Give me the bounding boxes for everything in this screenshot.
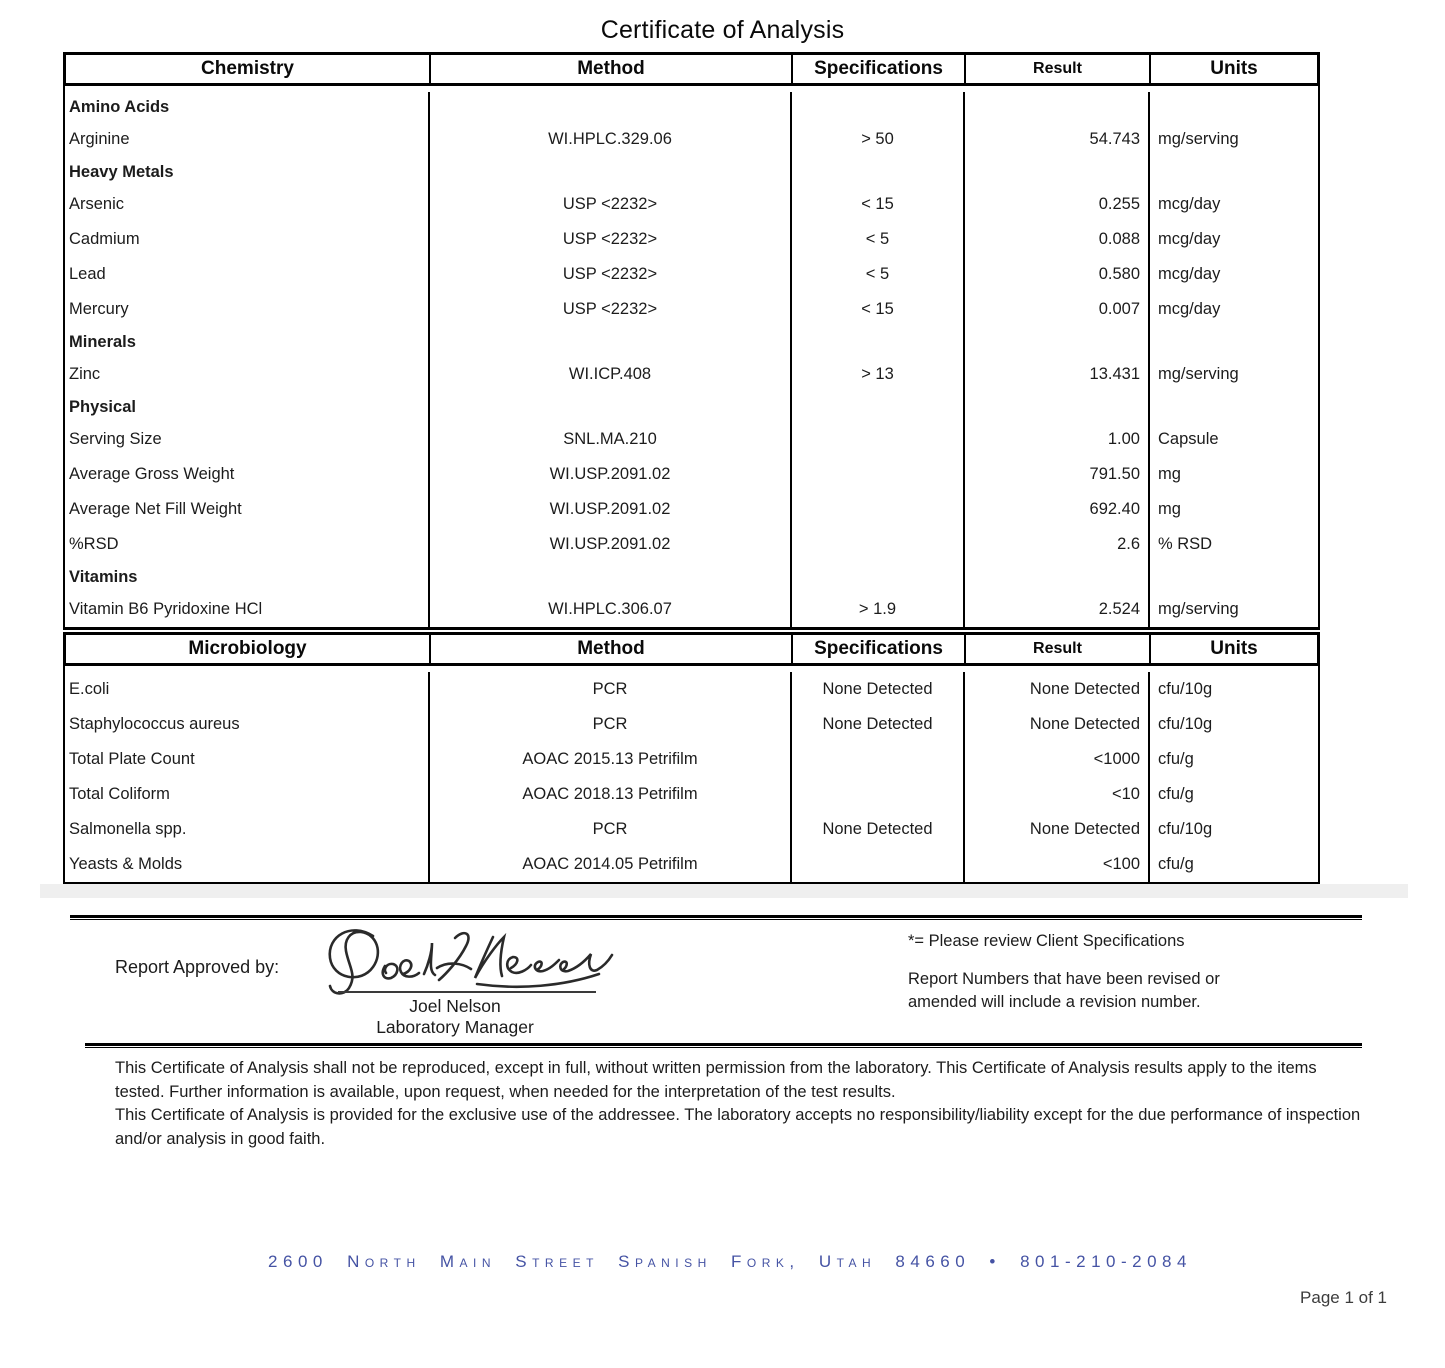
table-row (65, 222, 1318, 257)
method-value: WI.HPLC.329.06 (430, 122, 792, 157)
method-value (430, 92, 792, 122)
result-value: 0.088 (965, 222, 1150, 257)
specification-value: < 15 (792, 292, 965, 327)
result-value (965, 327, 1150, 357)
units-value: cfu/10g (1158, 820, 1213, 838)
result-value: <1000 (965, 742, 1150, 777)
units-value: % RSD (1158, 535, 1213, 553)
units-value: cfu/g (1158, 855, 1194, 873)
table-row (65, 122, 1318, 157)
units-value (1150, 157, 1318, 187)
result-value (965, 92, 1150, 122)
result-value: 0.580 (965, 257, 1150, 292)
units-value (1150, 92, 1318, 122)
microbiology-table-header (63, 632, 1320, 666)
units-value (1150, 327, 1318, 357)
analyte-name: Amino Acids (65, 92, 430, 122)
method-value: USP <2232> (430, 292, 792, 327)
analyte-name: Total Coliform (65, 777, 430, 812)
horizontal-rule-bottom (85, 1043, 1362, 1048)
method-value: USP <2232> (430, 187, 792, 222)
table-row (65, 777, 1318, 812)
units-value: mg/serving (1158, 365, 1239, 383)
report-approved-label: Report Approved by: (115, 957, 280, 977)
analyte-name: Arginine (65, 122, 430, 157)
revision-note: Report Numbers that have been revised or amended will include a revision number. (908, 970, 1220, 1011)
table-row (65, 187, 1318, 222)
header-method: Method (431, 55, 793, 83)
result-value: <10 (965, 777, 1150, 812)
method-value (430, 392, 792, 422)
analyte-name: Salmonella spp. (65, 812, 430, 847)
analyte-name: Cadmium (65, 222, 430, 257)
specification-value: < 5 (792, 257, 965, 292)
analyte-name: Mercury (65, 292, 430, 327)
specification-value (792, 457, 965, 492)
result-value: 692.40 (965, 492, 1150, 527)
specification-value: < 15 (792, 187, 965, 222)
microbiology-table (63, 632, 1320, 885)
result-value: 54.743 (965, 122, 1150, 157)
result-value: 13.431 (965, 357, 1150, 392)
page-title: Certificate of Analysis (600, 16, 845, 44)
specification-value (792, 392, 965, 422)
header-result: Result (966, 635, 1151, 663)
method-value: SNL.MA.210 (430, 422, 792, 457)
specification-value (792, 847, 965, 882)
header-chemistry: Chemistry (66, 55, 431, 83)
method-value: AOAC 2014.05 Petrifilm (430, 847, 792, 882)
result-value (965, 157, 1150, 187)
analyte-name: Physical (65, 392, 430, 422)
analyte-name: Total Plate Count (65, 742, 430, 777)
result-value (965, 392, 1150, 422)
table-row (65, 707, 1318, 742)
header-specifications: Specifications (793, 55, 966, 83)
units-value: mcg/day (1158, 230, 1221, 248)
result-value: None Detected (965, 812, 1150, 847)
chemistry-table-header (63, 52, 1320, 86)
header-units: Units (1210, 58, 1258, 79)
disclaimer-text (115, 1057, 1365, 1151)
specification-value (792, 157, 965, 187)
method-value: AOAC 2018.13 Petrifilm (430, 777, 792, 812)
lab-address: 2600 North Main Street Spanish Fork, Utah 84660 • 801-210-2084 (268, 1252, 1192, 1271)
units-value: mg/serving (1158, 600, 1239, 618)
table-row (65, 847, 1318, 882)
analyte-name: Average Gross Weight (65, 457, 430, 492)
method-value: PCR (430, 812, 792, 847)
specification-value (792, 742, 965, 777)
specification-value (792, 327, 965, 357)
table-row (65, 292, 1318, 327)
microbiology-table-body (63, 666, 1320, 885)
specification-value (792, 92, 965, 122)
method-value: USP <2232> (430, 222, 792, 257)
table-row (65, 392, 1318, 422)
specification-value (792, 777, 965, 812)
header-method: Method (431, 635, 793, 663)
specification-value: > 50 (792, 122, 965, 157)
analyte-name: Average Net Fill Weight (65, 492, 430, 527)
units-value: cfu/g (1158, 750, 1194, 768)
specification-value: < 5 (792, 222, 965, 257)
method-value: PCR (430, 672, 792, 707)
chemistry-table (63, 52, 1320, 630)
analyte-name: Minerals (65, 327, 430, 357)
specification-value (792, 562, 965, 592)
analyte-name: Staphylococcus aureus (65, 707, 430, 742)
analyte-name: Vitamins (65, 562, 430, 592)
result-value: 0.007 (965, 292, 1150, 327)
units-value: Capsule (1158, 430, 1219, 448)
specification-value (792, 422, 965, 457)
method-value: PCR (430, 707, 792, 742)
specification-value: None Detected (792, 707, 965, 742)
page-number: Page 1 of 1 (1300, 1288, 1387, 1307)
specification-value: None Detected (792, 672, 965, 707)
units-value: cfu/10g (1158, 715, 1213, 733)
approver-title: Laboratory Manager (376, 1017, 534, 1037)
method-value: WI.HPLC.306.07 (430, 592, 792, 627)
client-spec-note: *= Please review Client Specifications (908, 932, 1185, 950)
table-row (65, 562, 1318, 592)
header-specifications: Specifications (793, 635, 966, 663)
header-units: Units (1210, 638, 1258, 659)
analyte-name: Heavy Metals (65, 157, 430, 187)
method-value (430, 327, 792, 357)
units-value: mcg/day (1158, 265, 1221, 283)
method-value: WI.USP.2091.02 (430, 457, 792, 492)
result-value (965, 562, 1150, 592)
result-value: <100 (965, 847, 1150, 882)
specification-value: > 1.9 (792, 592, 965, 627)
result-value: 2.524 (965, 592, 1150, 627)
units-value: cfu/10g (1158, 680, 1213, 698)
analyte-name: Lead (65, 257, 430, 292)
table-row (65, 592, 1318, 627)
table-row (65, 812, 1318, 847)
analyte-name: Yeasts & Molds (65, 847, 430, 882)
table-row (65, 257, 1318, 292)
table-row (65, 92, 1318, 122)
approver-name: Joel Nelson (409, 996, 501, 1016)
analyte-name: %RSD (65, 527, 430, 562)
units-value: mcg/day (1158, 300, 1221, 318)
result-value: 0.255 (965, 187, 1150, 222)
specification-value: > 13 (792, 357, 965, 392)
specification-value: None Detected (792, 812, 965, 847)
analyte-name: Zinc (65, 357, 430, 392)
units-value: mcg/day (1158, 195, 1221, 213)
result-value: None Detected (965, 672, 1150, 707)
signature-line (338, 991, 596, 993)
units-value: cfu/g (1158, 785, 1194, 803)
method-value (430, 562, 792, 592)
disclaimer-paragraph-2: This Certificate of Analysis is provided for the exclusive use of the addressee. The laboratory accepts no responsibility/liability except for the due performance of inspection and/or analysis in good faith. (115, 1106, 1361, 1148)
table-row (65, 492, 1318, 527)
header-result: Result (966, 55, 1151, 83)
units-value (1150, 392, 1318, 422)
table-row (65, 327, 1318, 357)
result-value: 791.50 (965, 457, 1150, 492)
method-value: WI.ICP.408 (430, 357, 792, 392)
method-value: WI.USP.2091.02 (430, 527, 792, 562)
result-value: None Detected (965, 707, 1150, 742)
units-value: mg (1158, 465, 1181, 483)
scan-artifact-band (40, 884, 1408, 898)
header-microbiology: Microbiology (66, 635, 431, 663)
method-value: USP <2232> (430, 257, 792, 292)
result-value: 2.6 (965, 527, 1150, 562)
disclaimer-paragraph-1: This Certificate of Analysis shall not be reproduced, except in full, without written permission from the laboratory. This Certificate of Analysis results apply to the items tested. Further information is available, upon request, when needed for the interpretation of the test results. (115, 1059, 1317, 1101)
method-value: WI.USP.2091.02 (430, 492, 792, 527)
specification-value (792, 527, 965, 562)
table-row (65, 422, 1318, 457)
units-value: mg/serving (1158, 130, 1239, 148)
analyte-name: E.coli (65, 672, 430, 707)
analyte-name: Arsenic (65, 187, 430, 222)
table-row (65, 742, 1318, 777)
result-value: 1.00 (965, 422, 1150, 457)
analyte-name: Vitamin B6 Pyridoxine HCl (65, 592, 430, 627)
table-row (65, 457, 1318, 492)
method-value (430, 157, 792, 187)
analyte-name: Serving Size (65, 422, 430, 457)
horizontal-rule-top (70, 915, 1362, 920)
table-row (65, 672, 1318, 707)
chemistry-table-body (63, 86, 1320, 630)
method-value: AOAC 2015.13 Petrifilm (430, 742, 792, 777)
table-row (65, 357, 1318, 392)
specification-value (792, 492, 965, 527)
table-row (65, 527, 1318, 562)
units-value (1150, 562, 1318, 592)
units-value: mg (1158, 500, 1181, 518)
table-row (65, 157, 1318, 187)
